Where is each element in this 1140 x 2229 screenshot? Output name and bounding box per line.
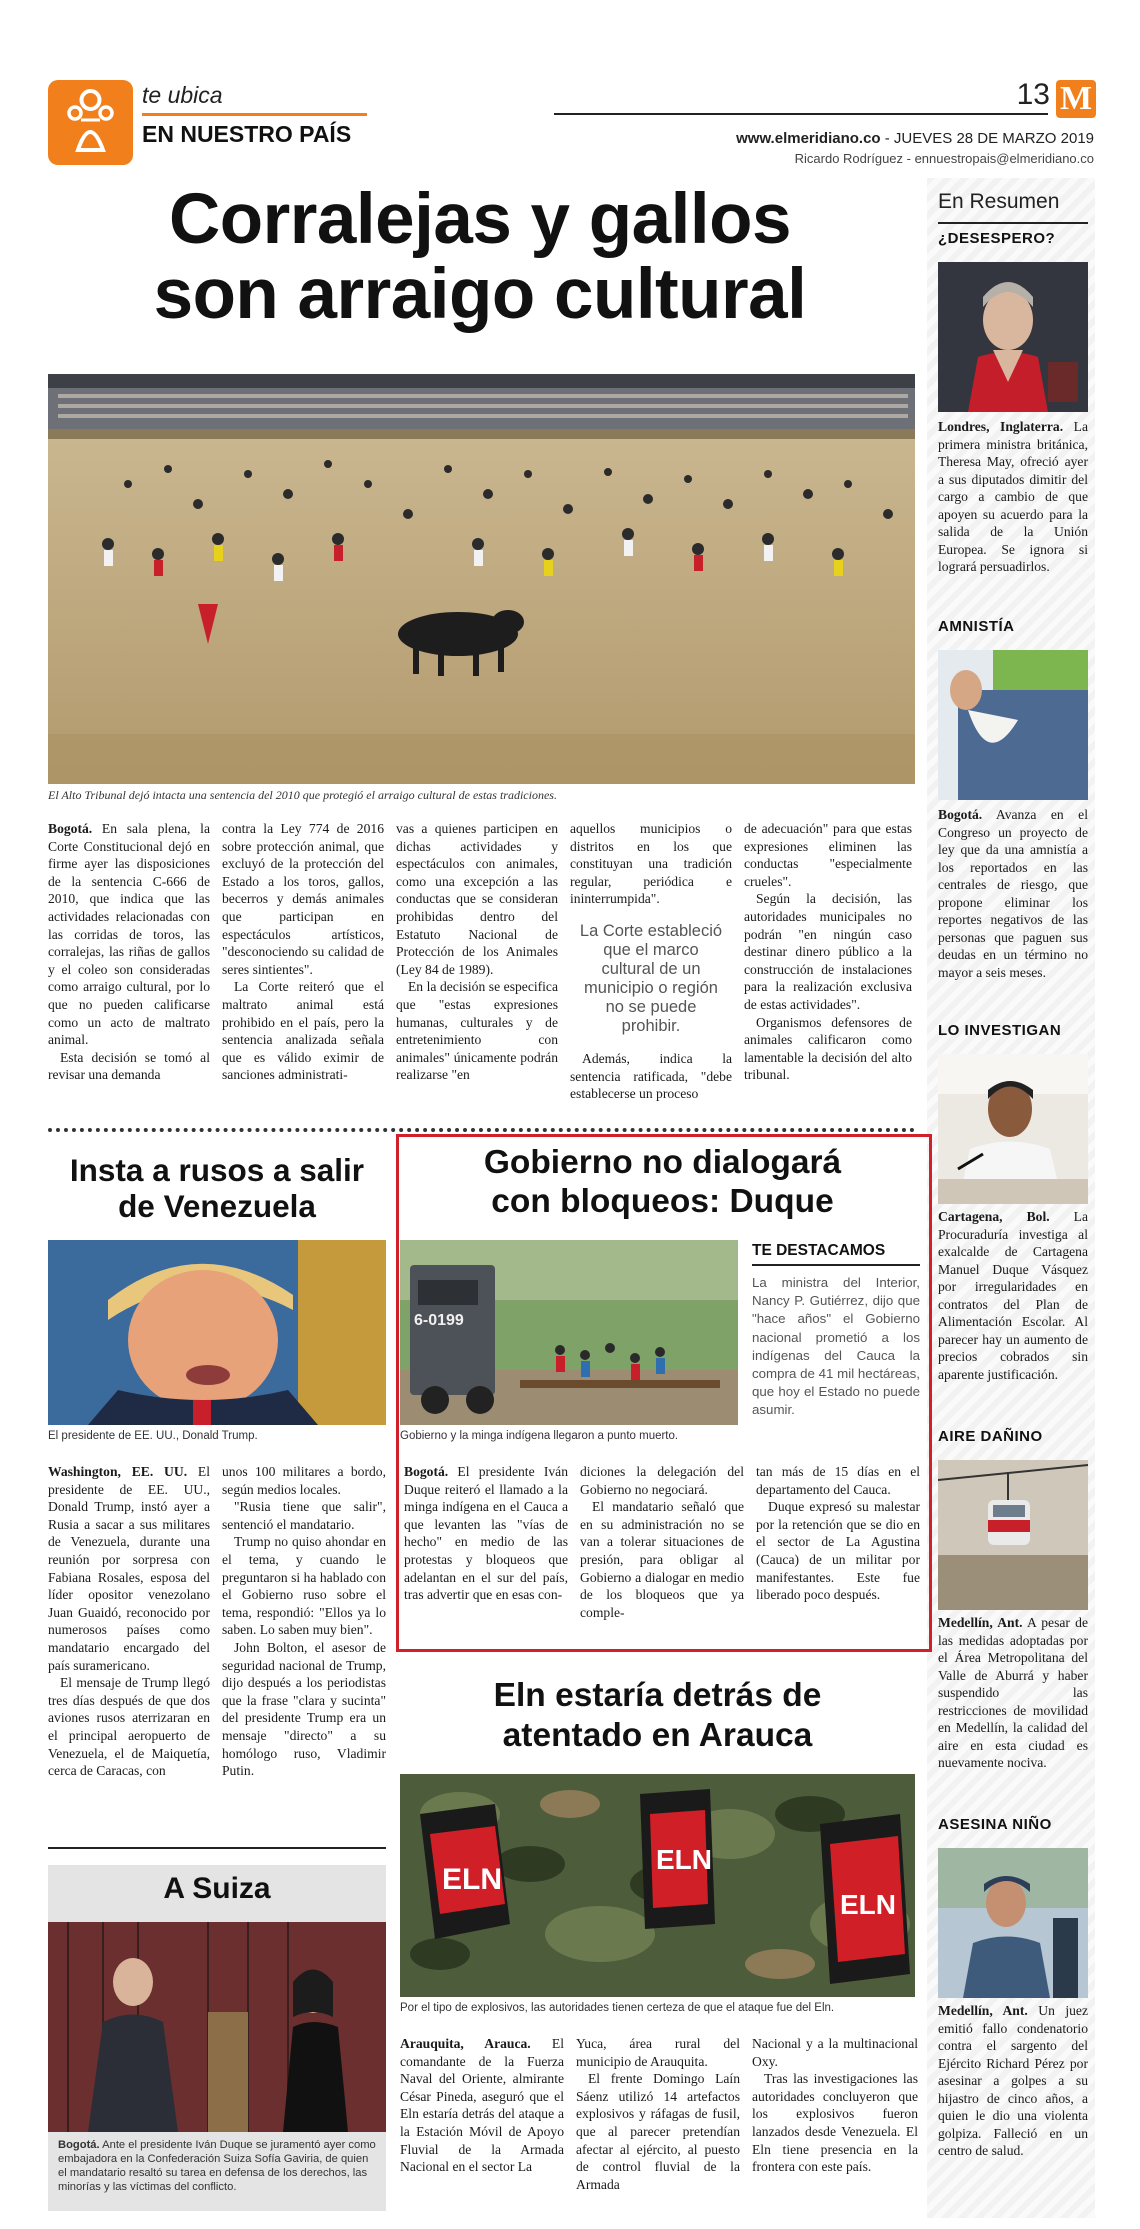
main-headline-line2: son arraigo cultural [153,255,807,334]
rusos-caption: El presidente de EE. UU., Donald Trump. [48,1430,258,1442]
eln-col-3: Nacional y a la multinacional Oxy. Tras las investigaciones las autoridades concluyeron que los explosivos fueron lanzados desde Venezuela. El Eln tiene presencia en la frontera con este país. [752,2036,918,2175]
website-link[interactable]: www.elmeridiano.co [736,130,881,147]
page-number: 13 [1016,78,1050,111]
sidebar-heading-investigan: LO INVESTIGAN [938,1022,1062,1039]
sidebar-text-amnistia: Bogotá. Avanza en el Congreso un proyecto de ley que da una amnistía a los reportados en las centrales de riesgo, que propone eliminar los reportes negativos de las personas que paguen sus deudas en un término no mayor a seis meses. [938,807,1088,980]
destacamos-rule [752,1264,920,1266]
eln-armband-3: ELN [840,1889,896,1920]
section-logo-icon [48,80,133,165]
main-dateline: Bogotá. [48,821,93,836]
eln-photo [400,1774,915,1997]
destacamos-title: TE DESTACAMOS [752,1242,886,1259]
rusos-divider [48,1847,386,1849]
eln-armband-2: ELN [656,1844,712,1875]
main-photo-caption: El Alto Tribunal dejó intacta una sentencia del 2010 que protegió el arraigo cultural de estas tradiciones. [48,788,557,802]
eln-col-2: Yuca, área rural del municipio de Arauquita. El frente Domingo Laín Sáenz utilizó 14 artefactos explosivos y ráfagas de fusil, que al parecer pretendían afectar al ejército, al puesto de control fluvial de la Armada [576,2036,740,2192]
main-col-4: aquellos municipios o distritos en los que constituyan una tradición regular, periódica e ininterrumpida". La Corte estableció que el marco cultural de un municipio o región no se puede prohibir. Además, indica la sentencia ratificada, "debe establecerse un proceso [570,821,732,1102]
duque-col-2: diciones la delegación del Gobierno no negociará. El mandatario señaló que en su administración no se van a tolerar situaciones de presión, para obligar al Gobierno a dialogar en medio de los bloqueos que ya comple- [580,1464,744,1620]
suiza-caption: Bogotá. Ante el presidente Iván Duque se juramentó ayer como embajadora en la Confederación Suiza Sofía Gaviria, de quien el mandatario resaltó su tarea en defensa de los derechos, las minorías y las víctimas del conflicto. [58,2139,376,2193]
main-col-3: vas a quienes participen en dichas actividades y espectáculos con animales, como una excepción a las conductas que se consideran prohibidas dentro del Estatuto Nacional de Protección de los Animales (Ley 84 de 1989). En la decisión se especifica que "estas expresiones humanas, culturales y de entretenimiento con animales" únicamente podrán realizarse "en [396,821,558,1083]
sidebar-text-desespero: Londres, Inglaterra. La primera ministra británica, Theresa May, ofreció ayer a sus diputados dimitir del cargo a cambio de que apoyen su acuerdo para la salida de la Unión Europea. Se ignora si logrará persuadirlos. [938,419,1088,574]
main-col-1: Bogotá. En sala plena, la Corte Constitucional dejó en firme ayer las disposiciones de la sentencia C-666 de 2010, que indica que las actividades relacionadas con las corridas de toros, las corralejas, las riñas de gallos y el coleo son consideradas como arraigo cultural, por lo que no pueden calificarse como un acto de maltrato animal. Esta decisión se tomó al revisar una demanda [48,821,210,1083]
duque-caption: Gobierno y la minga indígena llegaron a punto muerto. [400,1430,679,1442]
section-title: EN NUESTRO PAÍS [142,121,352,147]
duque-col-1: Bogotá. El presidente Iván Duque reiteró el llamado a la minga indígena en el Cauca a que levanten las "vías de hecho" en medio de las protestas y bloqueos que adelantan en el sur del país, tras advertir que en esas con- [404,1464,568,1603]
header-rule [554,113,1048,115]
eln-col-1: Arauquita, Arauca. El comandante de la Fuerza Naval del Oriente, almirante César Pineda, aseguró que el Eln estaría detrás del ataque a la Estación Móvil de Apoyo Fluvial de la Armada Nacional en el sector La [400,2036,564,2175]
empty-pocket-photo [938,650,1088,800]
section-title-rule [142,113,367,116]
rusos-col-1: Washington, EE. UU. El presidente de EE. UU., Donald Trump, instó ayer a Rusia a sacar a sus militares de Venezuela, durante una reunión por sorpresa con Fabiana Rosales, esposa del líder opositor venezolano Juan Guaidó, reconocido por numerosos países como mandatario encargado del país suramericano. El mensaje de Trump llegó tres días después de que dos aviones rusos aterrizaran en el principal aeropuerto de Venezuela, el de Maiquetía, cerca de Caracas, con [48,1464,210,1779]
main-col-2: contra la Ley 774 de 2016 sobre protección animal, que excluyó de la protección del Estado a los toros, gallos, becerros y demás animales que participan en espectáculos artísticos, "desconociendo su calidad de seres sintientes". La Corte reiteró que el maltrato animal está prohibido en el país, pero la sentencia analizada señala que es válido eximir de sanciones administrati- [222,821,384,1083]
duque-col-3: tan más de 15 días en el departamento del Cauca. Duque expresó su malestar por la retención que se dio en el sector de La Agustina (Cauca) de un militar por manifestantes. Este fue liberado poco después. [756,1464,920,1603]
sidebar-heading-desespero: ¿DESESPERO? [938,230,1056,247]
suiza-headline: A Suiza [163,1872,271,1905]
suiza-photo [48,1922,386,2132]
richard-perez-photo [938,1848,1088,1998]
brand-logo [1056,80,1096,118]
rusos-col-2: unos 100 militares a bordo, según medios locales. "Rusia tiene que salir", sentenció el mandatario. Trump no quiso ahondar en el tema, y cuando le preguntaron si ha hablado con el Gobierno ruso sobre el tema, respondió: "Ellos ya lo saben. Lo saben muy bien". John Bolton, el asesor de seguridad nacional de Trump, dijo después a los periodistas que la frase "clara y sucinta" del presidente Trump era un mensaje "directo" a su homólogo ruso, Vladimir Putin. [222,1464,386,1779]
may-photo [938,262,1088,412]
minga-photo [400,1240,738,1425]
sidebar-heading-asesina: ASESINA NIÑO [938,1816,1052,1833]
section-small-title: te ubica [142,82,223,108]
sidebar-heading-amnistia: AMNISTÍA [938,618,1015,635]
sidebar-text-investigan: Cartagena, Bol. La Procuraduría investiga al exalcalde de Cartagena Manuel Duque Vásquez por irregularidades en contratos del Plan de Alimentación Escolar. Al parecer hay un aumento de precios cobrados sin aparente justificación. [938,1209,1088,1382]
main-headline-line1: Corralejas y gallos [169,180,791,259]
eln-headline: Eln estaría detrás de atentado en Arauca [493,1677,822,1754]
sidebar-text-asesina: Medellín, Ant. Un juez emitió fallo condenatorio contra el sargento del Ejército Richard Pérez por asesinar a golpes a su hijastro de cinco años, a quien le dio una violenta golpiza. Falleció en un centro de salud. [938,2003,1088,2158]
vehicle-number: 6-0199 [414,1312,464,1329]
destacamos-text: La ministra del Interior, Nancy P. Gutiérrez, dijo que "hace años" el Gobierno nacional prometió a los indígenas del Cauca la compra de 41 mil hectáreas, que hoy el Estado no puede asumir. [752,1275,920,1418]
duque-headline: Gobierno no dialogará con bloqueos: Duque [483,1144,842,1220]
sidebar-title: En Resumen [938,190,1060,213]
sidebar-title-rule [938,222,1088,224]
eln-caption: Por el tipo de explosivos, las autoridades tienen certeza de que el ataque fue del Eln. [400,2002,835,2014]
section-divider [48,1128,915,1132]
metrocable-photo [938,1460,1088,1610]
sidebar-heading-aire: AIRE DAÑINO [938,1428,1043,1445]
corraleja-photo [48,374,915,784]
issue-date: - JUEVES 28 DE MARZO 2019 [880,130,1094,147]
main-headline [40,182,920,332]
eln-armband-1: ELN [442,1863,502,1896]
trump-photo [48,1240,386,1425]
dateline [620,130,1094,147]
byline: Ricardo Rodríguez - ennuestropais@elmeridiano.co [794,151,1094,166]
pull-quote: La Corte estableció que el marco cultural de un municipio o región no se puede prohibir. [579,921,723,1035]
brand-logo-letter: M [1059,80,1093,117]
sidebar-text-aire: Medellín, Ant. A pesar de las medidas adoptadas por el Área Metropolitana del Valle de Aburrá y haber suspendido las restricciones de movilidad en Medellín, la calidad del aire en esta ciudad es nuevamente nociva. [938,1615,1088,1770]
rusos-headline: Insta a rusos a salir de Venezuela [69,1152,365,1224]
main-col-5: de adecuación" para que estas expresiones eliminen las conductas "especialmente crueles". Según la decisión, las autoridades municipales no podrán "en ningún caso destinar dinero público a la construcción de instalaciones para la realización exclusiva de estas actividades". Organismos defensores de animales calificaron como lamentable la decisión del alto tribunal. [744,821,912,1083]
duque-vasquez-photo [938,1054,1088,1204]
